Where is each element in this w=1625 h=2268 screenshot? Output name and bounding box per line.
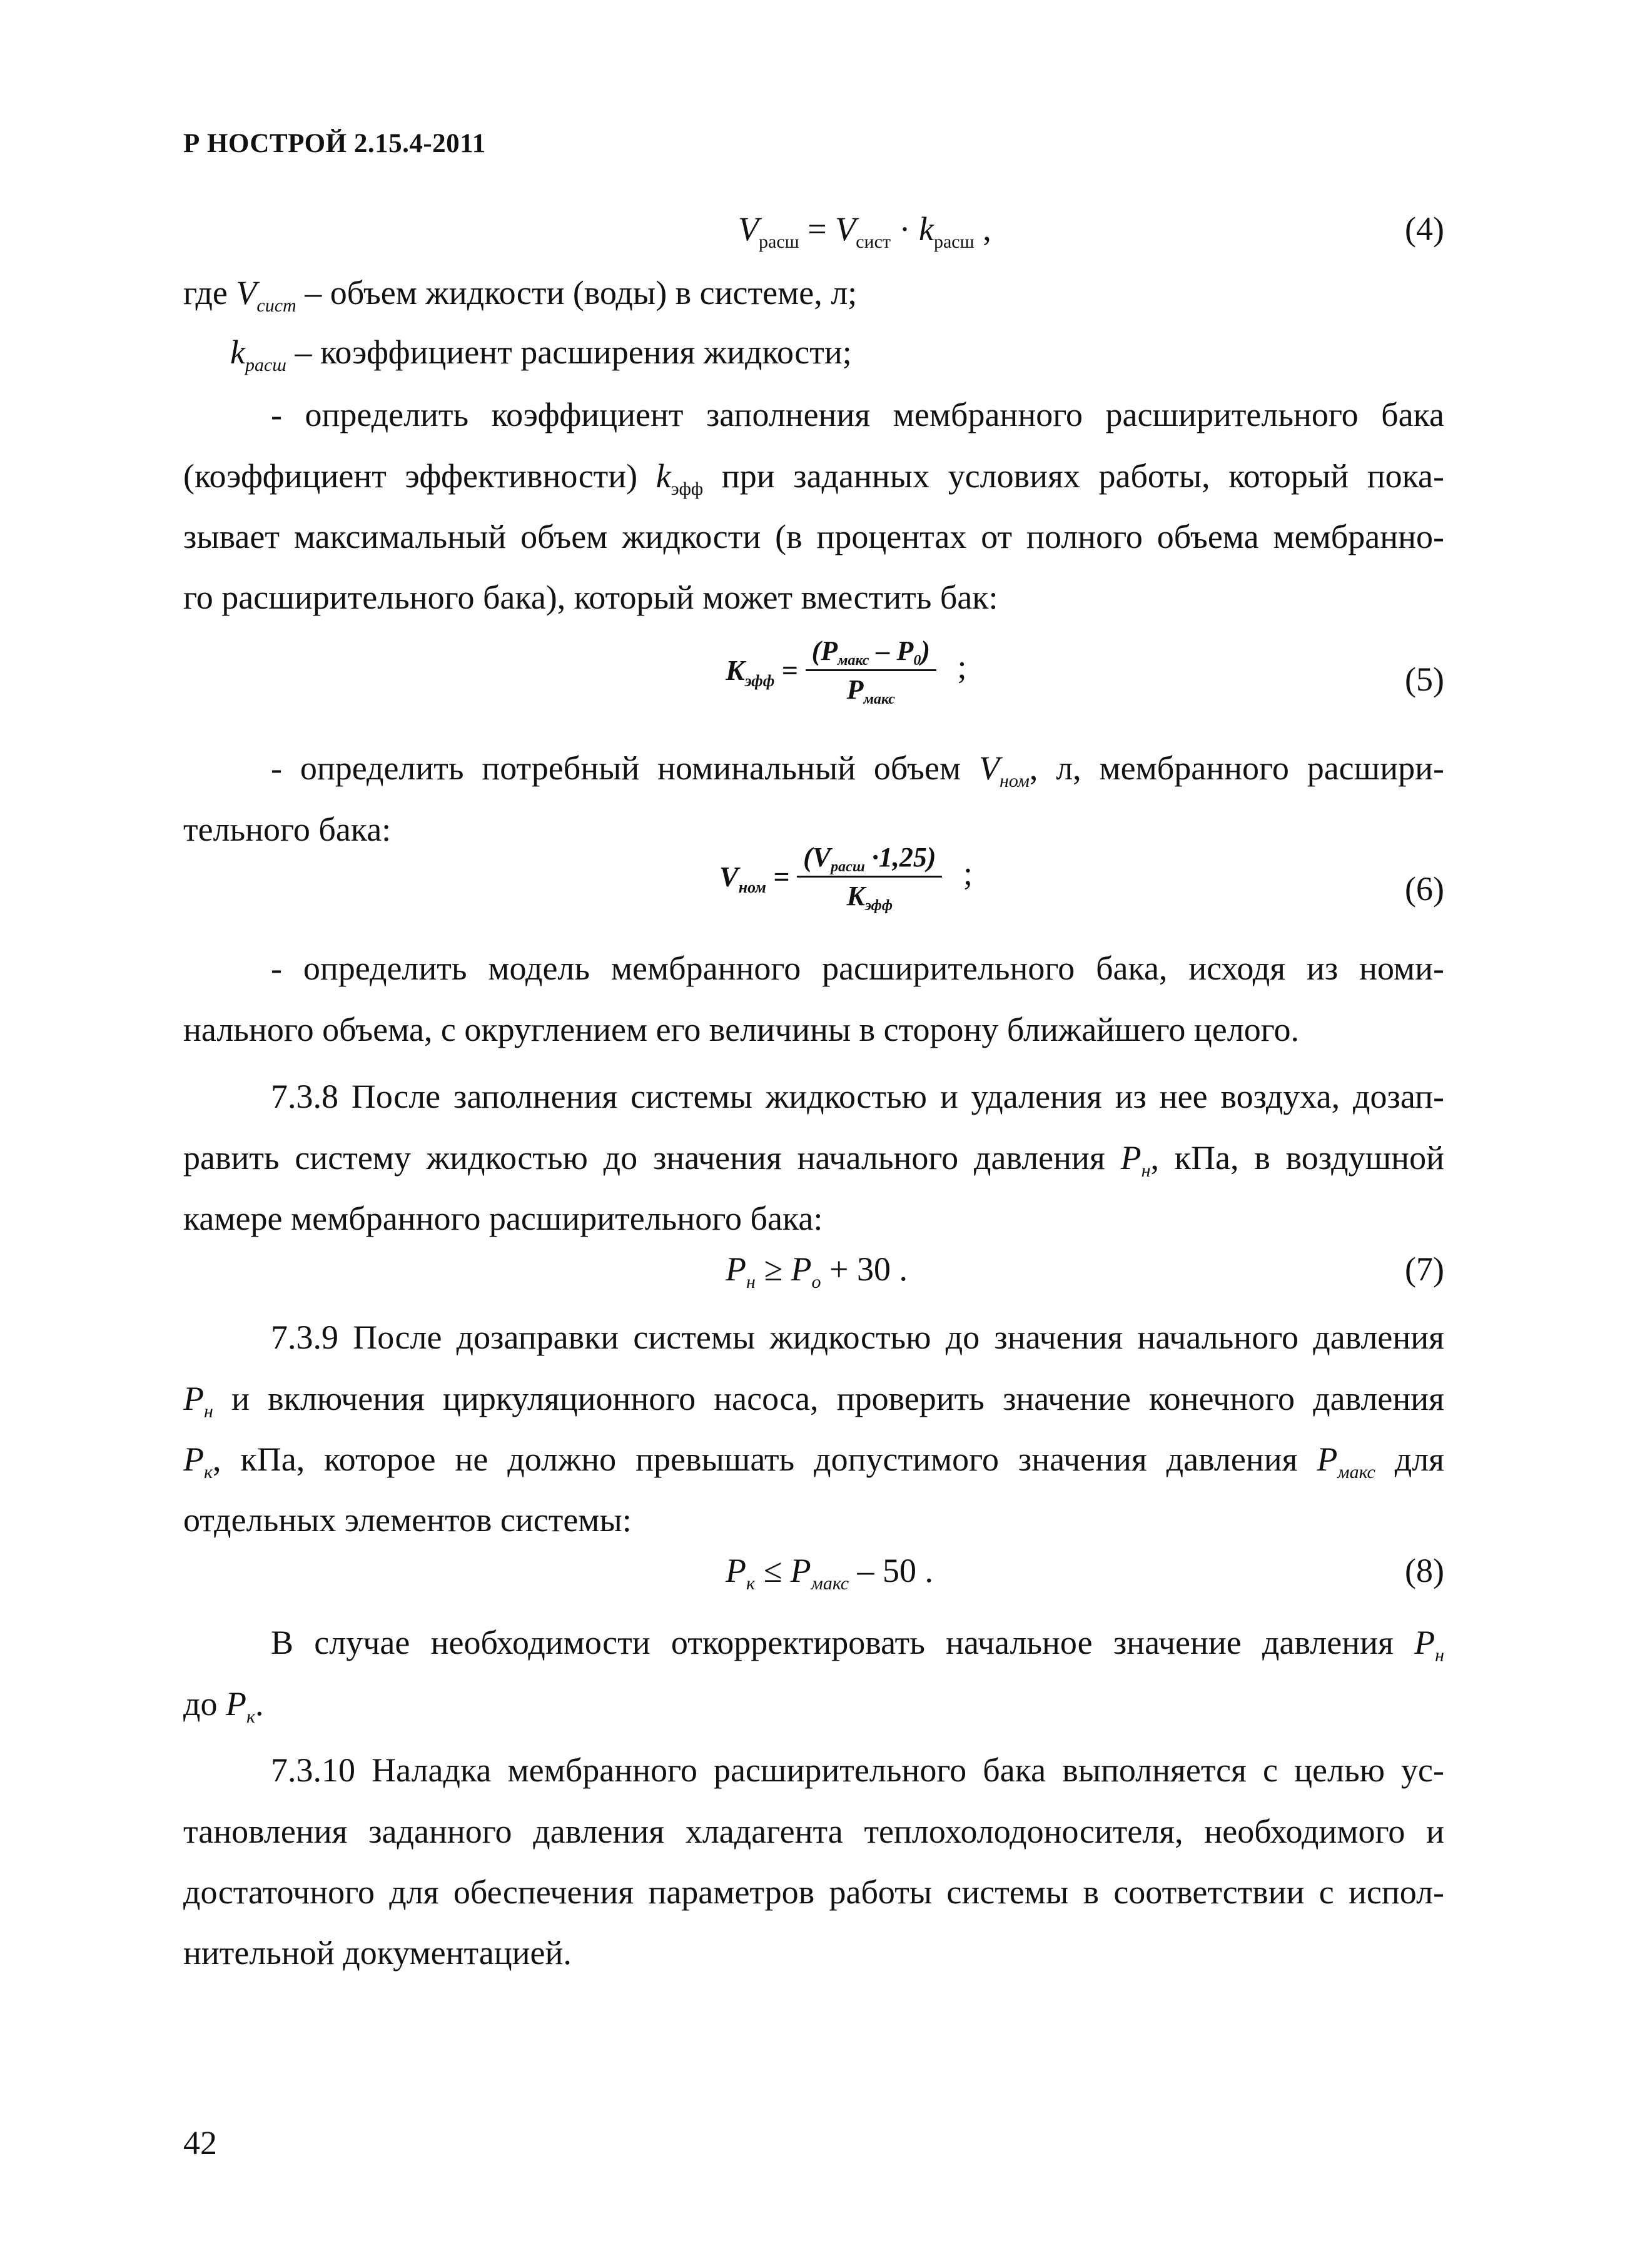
- definition-v-sist: где $V_{сист}$ – объем жидкости (воды) в системе, л;: [183, 274, 858, 316]
- paragraph-7-3-10-l3: достаточного для обеспечения параметров работы системы в соответствии с испол-: [183, 1873, 1444, 1911]
- fraction-5: $\frac{(P_{макс} - P_0)}{P_{макс}}$: [806, 635, 936, 706]
- formula-7: $P_н \ge P_о + 30$ .: [726, 1250, 908, 1292]
- fraction-6: $\frac{(V_{расш} \cdot 1,25)}{K_{эфф}}$: [797, 841, 942, 912]
- paragraph-7-3-9-l4: отдельных элементов системы:: [183, 1501, 632, 1539]
- definition-k-rassh: $k_{расш}$ – коэффициент расширения жидкости;: [230, 333, 852, 375]
- equation-number-7: (7): [1405, 1250, 1444, 1288]
- paragraph-nominal-volume-l1: - определить потребный номинальный объем $V_{ном}$, л, мембранного расшири-: [271, 749, 1444, 791]
- equation-number-6: (6): [1405, 870, 1444, 908]
- paragraph-fill-coefficient-l1: - определить коэффициент заполнения мембранного расширительного бака: [271, 396, 1444, 433]
- paragraph-7-3-8-l3: камере мембранного расширительного бака:: [183, 1200, 823, 1237]
- formula-5: $K_{эфф}$ = $\frac{(P_{макс} - P_0)}{P_{макс}}$ ;: [726, 635, 967, 707]
- paragraph-7-3-8-l1: 7.3.8 После заполнения системы жидкостью и удаления из нее воздуха, дозап-: [271, 1078, 1444, 1115]
- paragraph-7-3-9-l3: $P_к$, кПа, которое не должно превышать допустимого значения давления $P_{макс}$ для: [183, 1440, 1445, 1482]
- formula-4: $V_{расш} = V_{сист} \cdot k_{расш}$ ,: [738, 210, 991, 252]
- paragraph-fill-coefficient-l4: го расширительного бака), который может вместить бак:: [183, 579, 998, 616]
- paragraph-fill-coefficient-l3: зывает максимальный объем жидкости (в процентах от полного объема мембранно-: [183, 518, 1444, 555]
- paragraph-nominal-volume-l2: тельного бака:: [183, 811, 392, 848]
- paragraph-tank-model-l1: - определить модель мембранного расширительного бака, исходя из номи-: [271, 949, 1444, 987]
- formula-8: $P_к \le P_{макс} - 50$ .: [726, 1552, 934, 1594]
- equation-number-8: (8): [1405, 1552, 1444, 1589]
- paragraph-tank-model-l2: нального объема, с округлением его величины в сторону ближайшего целого.: [183, 1011, 1300, 1048]
- paragraph-correction-l2: до $P_к$.: [183, 1685, 264, 1727]
- page-number: 42: [183, 2124, 217, 2162]
- paragraph-7-3-9-l1: 7.3.9 После дозаправки системы жидкостью до значения начального давления: [271, 1319, 1444, 1356]
- document-code-header: Р НОСТРОЙ 2.15.4-2011: [183, 129, 486, 158]
- paragraph-7-3-8-l2: равить систему жидкостью до значения начального давления $P_н$, кПа, в воздушной: [183, 1139, 1444, 1181]
- paragraph-7-3-10-l4: нительной документацией.: [183, 1934, 572, 1972]
- formula-6: $V_{ном}$ = $\frac{(V_{расш} \cdot 1,25)}{K_{эфф}}$ ;: [719, 842, 973, 914]
- paragraph-correction-l1: В случае необходимости откорректировать начальное значение давления $P_н$: [271, 1624, 1444, 1666]
- paragraph-7-3-9-l2: $P_н$ и включения циркуляционного насоса, проверить значение конечного давления: [183, 1380, 1444, 1422]
- paragraph-fill-coefficient-l2: (коэффициент эффективности) $k_{эфф}$ при заданных условиях работы, который пока-: [183, 457, 1444, 499]
- paragraph-7-3-10-l2: тановления заданного давления хладагента теплохолодоносителя, необходимого и: [183, 1813, 1444, 1850]
- paragraph-7-3-10-l1: 7.3.10 Наладка мембранного расширительного бака выполняется с целью ус-: [271, 1751, 1444, 1789]
- equation-number-5: (5): [1405, 661, 1444, 698]
- equation-number-4: (4): [1405, 210, 1444, 248]
